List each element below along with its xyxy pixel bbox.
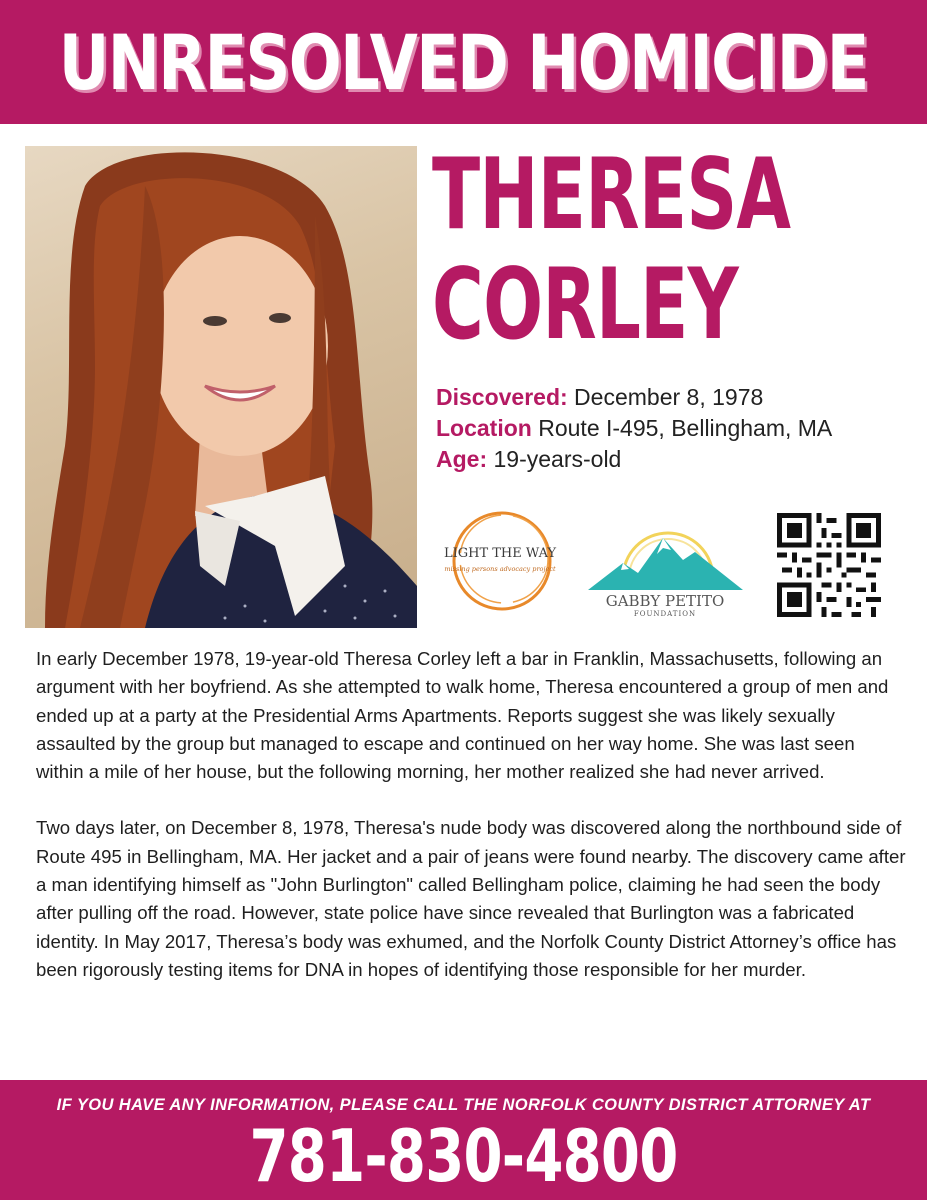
location-row <box>436 413 916 444</box>
bottom-banner <box>0 1080 927 1200</box>
location-label: Location <box>436 415 532 441</box>
phone-number[interactable]: 781-830-4800 <box>249 1114 678 1198</box>
qr-code[interactable] <box>777 513 881 617</box>
age-row <box>436 444 916 475</box>
discovered-value: December 8, 1978 <box>567 384 764 410</box>
light-the-way-logo <box>432 505 568 617</box>
discovered-row <box>436 382 916 413</box>
case-narrative <box>36 645 906 984</box>
victim-last-name: CORLEY <box>432 248 739 362</box>
gabby-petito-foundation-logo <box>583 508 748 620</box>
location-value: Route I-495, Bellingham, MA <box>531 415 833 441</box>
age-label: Age: <box>436 446 488 472</box>
light-the-way-title: LIGHT THE WAY <box>443 546 557 561</box>
gabby-title: GABBY PETITO <box>605 592 725 610</box>
light-the-way-tagline: missing persons advocacy project <box>444 565 556 573</box>
headline: UNRESOLVED HOMICIDE <box>59 17 868 107</box>
age-value: 19-years-old <box>487 446 622 472</box>
discovered-label: Discovered: <box>436 384 568 410</box>
victim-first-name: THERESA <box>432 138 791 252</box>
victim-name <box>432 138 791 362</box>
case-facts <box>436 382 916 475</box>
call-to-action: IF YOU HAVE ANY INFORMATION, PLEASE CALL THE NORFOLK COUNTY DISTRICT ATTORNEY AT <box>56 1096 871 1114</box>
narrative-paragraph-2: Two days later, on December 8, 1978, Theresa's nude body was discovered along the northbound side of Route 495 in Bellingham, MA. Her jacket and a pair of jeans were found nearby. The discovery came after a man identifying himself as "John Burlington" called Bellingham police, claiming he had seen the body after pulling off the road. However, state police have since revealed that Burlington was a fabricated identity. In May 2017, Theresa’s body was exhumed, and the Norfolk County District Attorney’s office has been rigorously testing items for DNA in hopes of identifying those responsible for her murder. <box>36 817 906 980</box>
narrative-paragraph-1: In early December 1978, 19-year-old Theresa Corley left a bar in Franklin, Massachusetts, following an argument with her boyfriend. As she attempted to walk home, Theresa encountered a group of men and ended up at a party at the Presidential Arms Apartments. Reports suggest she was likely sexually assaulted by the group but managed to escape and continued on her way home. She was last seen within a mile of her house, but the following morning, her mother realized she had never arrived. <box>36 648 889 783</box>
top-banner <box>0 0 927 124</box>
victim-photo <box>25 146 417 628</box>
gabby-subtitle: FOUNDATION <box>633 610 697 618</box>
